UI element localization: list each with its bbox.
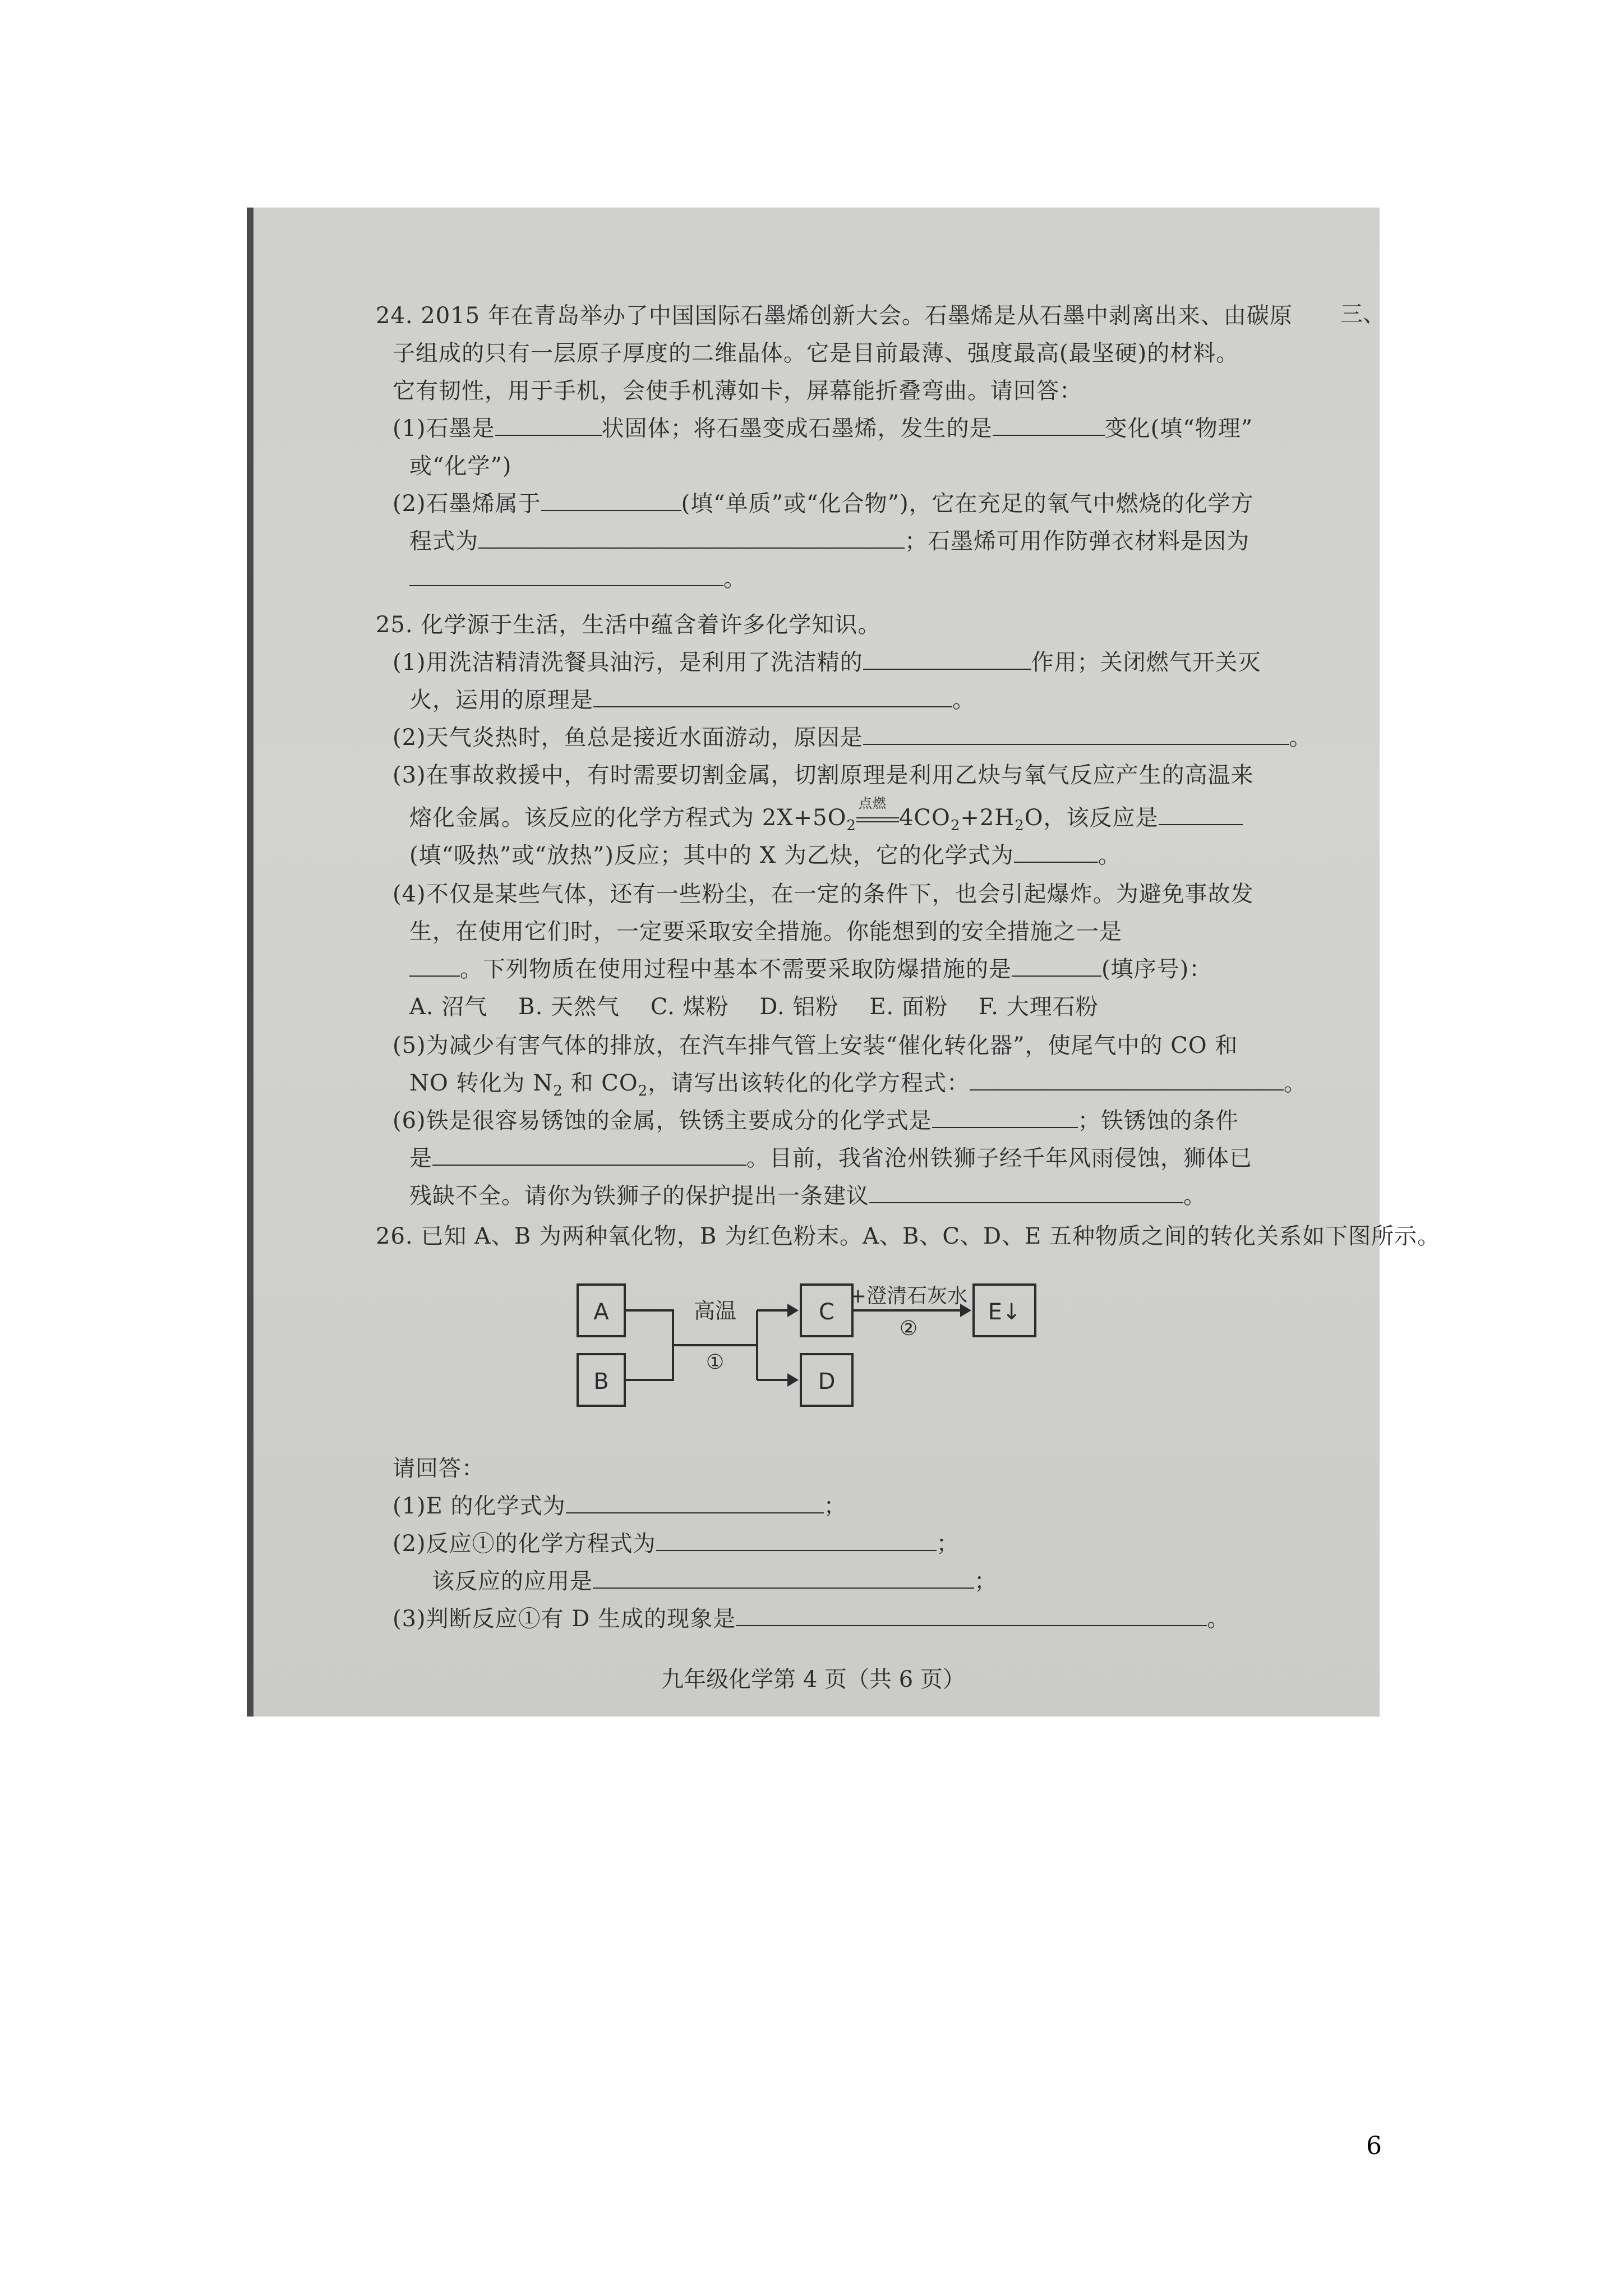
box-e-label: E↓ [988,1299,1021,1325]
box-c-label: C [819,1299,834,1325]
q25-part4-cont2: 。下列物质在使用过程中基本不需要采取防爆措施的是 (填序号)： [409,954,1212,985]
q26-ask: 请回答： [393,1456,485,1481]
q25-part6-cont: 是 。目前，我省沧州铁狮子经千年风雨侵蚀，狮体已 [409,1143,1252,1174]
section-mark: 三、 [1340,301,1385,327]
condition-limewater: +澄清石灰水 [849,1285,968,1308]
q24-line2: 子组成的只有一层原子厚度的二维晶体。它是目前最薄、强度最高(最坚硬)的材料。 [393,341,1239,366]
box-b-label: B [593,1369,609,1395]
q25-part2: (2)天气炎热时，鱼总是接近水面游动，原因是 。 [393,722,1312,753]
q24-line3: 它有韧性，用于手机，会使手机薄如卡，屏幕能折叠弯曲。请回答： [393,378,1082,404]
reaction-1-number: ① [706,1351,725,1374]
q25-part6: (6)铁是很容易锈蚀的金属，铁锈主要成分的化学式是 ；铁锈蚀的条件 [393,1105,1239,1137]
q26-sub2-cont: 该反应的应用是 ； [432,1566,997,1597]
q25-part1-cont: 火，运用的原理是 。 [409,684,975,716]
condition-high-temperature: 高温 [693,1299,737,1323]
q25-part3-equation: 熔化金属。该反应的化学方程式为 $2X+5O_2$ 点燃 $4CO_2+2H_2O$，该反应是 [409,802,1243,841]
arrowhead-d-icon [787,1373,799,1387]
arrowhead-c-icon [787,1304,799,1317]
q25-part6-end: 残缺不全。请你为铁狮子的保护提出一条建议 。 [409,1180,1206,1212]
q24-part2-end: 。 [409,563,746,595]
box-d-label: D [818,1369,836,1395]
reactant-bracket [625,1310,673,1380]
q25-part5-cont: NO 转化为 $N_2$ 和 $CO_2$，请写出该转化的化学方程式： 。 [409,1068,1307,1107]
q26-sub3: (3)判断反应①有 D 生成的现象是 。 [393,1603,1230,1635]
q24-part2: (2)石墨烯属于 (填“单质”或“化合物”)，它在充足的氧气中燃烧的化学方 [393,488,1254,519]
reaction-2-number: ② [899,1317,918,1340]
q25-part3: (3)在事故救援中，有时需要切割金属，切割原理是利用乙炔与氧气反应产生的高温来 [393,762,1254,788]
q25-part3-cont: (填“吸热”或“放热”)反应；其中的 X 为乙炔，它的化学式为 。 [409,840,1121,871]
page-number: 6 [1366,2132,1382,2160]
q25-part5: (5)为减少有害气体的排放，在汽车排气管上安装“催化转化器”，使尾气中的 CO 和 [393,1033,1238,1059]
q26-sub2: (2)反应①的化学方程式为 ； [393,1528,960,1559]
q25-part1: (1)用洗洁精清洗餐具油污，是利用了洗洁精的 作用；关闭燃气开关灭 [393,647,1261,678]
q24-part1: (1)石墨是 状固体；将石墨变成石墨烯，发生的是 变化(填“物理” [393,413,1253,444]
exam-photo [247,208,1441,1717]
q26-sub1: (1)E 的化学式为 ； [393,1490,847,1522]
conversion-flow-diagram [572,1279,1099,1430]
q25-intro: 25. 化学源于生活，生活中蕴含着许多化学知识。 [376,612,881,638]
q24-part1-cont: 或“化学”) [409,453,512,479]
q26-intro: 26. 已知 A、B 为两种氧化物，B 为红色粉末。A、B、C、D、E 五种物质之间的转化关系如下图所示。 [376,1223,1441,1249]
reaction-condition-arrow: 点燃 [856,802,899,834]
box-a-label: A [593,1299,609,1325]
q25-part4: (4)不仅是某些气体，还有一些粉尘，在一定的条件下，也会引起爆炸。为避免事故发 [393,881,1254,907]
photo-dark-edge [247,208,253,1717]
q25-part4-cont: 生，在使用它们时，一定要采取安全措施。你能想到的安全措施之一是 [409,919,1122,945]
q24-part2-cont: 程式为 ；石墨烯可用作防弹衣材料是因为 [409,526,1249,557]
q25-part4-options: A. 沼气 B. 天然气 C. 煤粉 D. 铝粉 E. 面粉 F. 大理石粉 [409,994,1099,1020]
page-footer: 九年级化学第 4 页（共 6 页） [661,1667,965,1692]
q24-line1: 24. 2015 年在青岛举办了中国国际石墨烯创新大会。石墨烯是从石墨中剥离出来、由碳原 [376,303,1293,329]
